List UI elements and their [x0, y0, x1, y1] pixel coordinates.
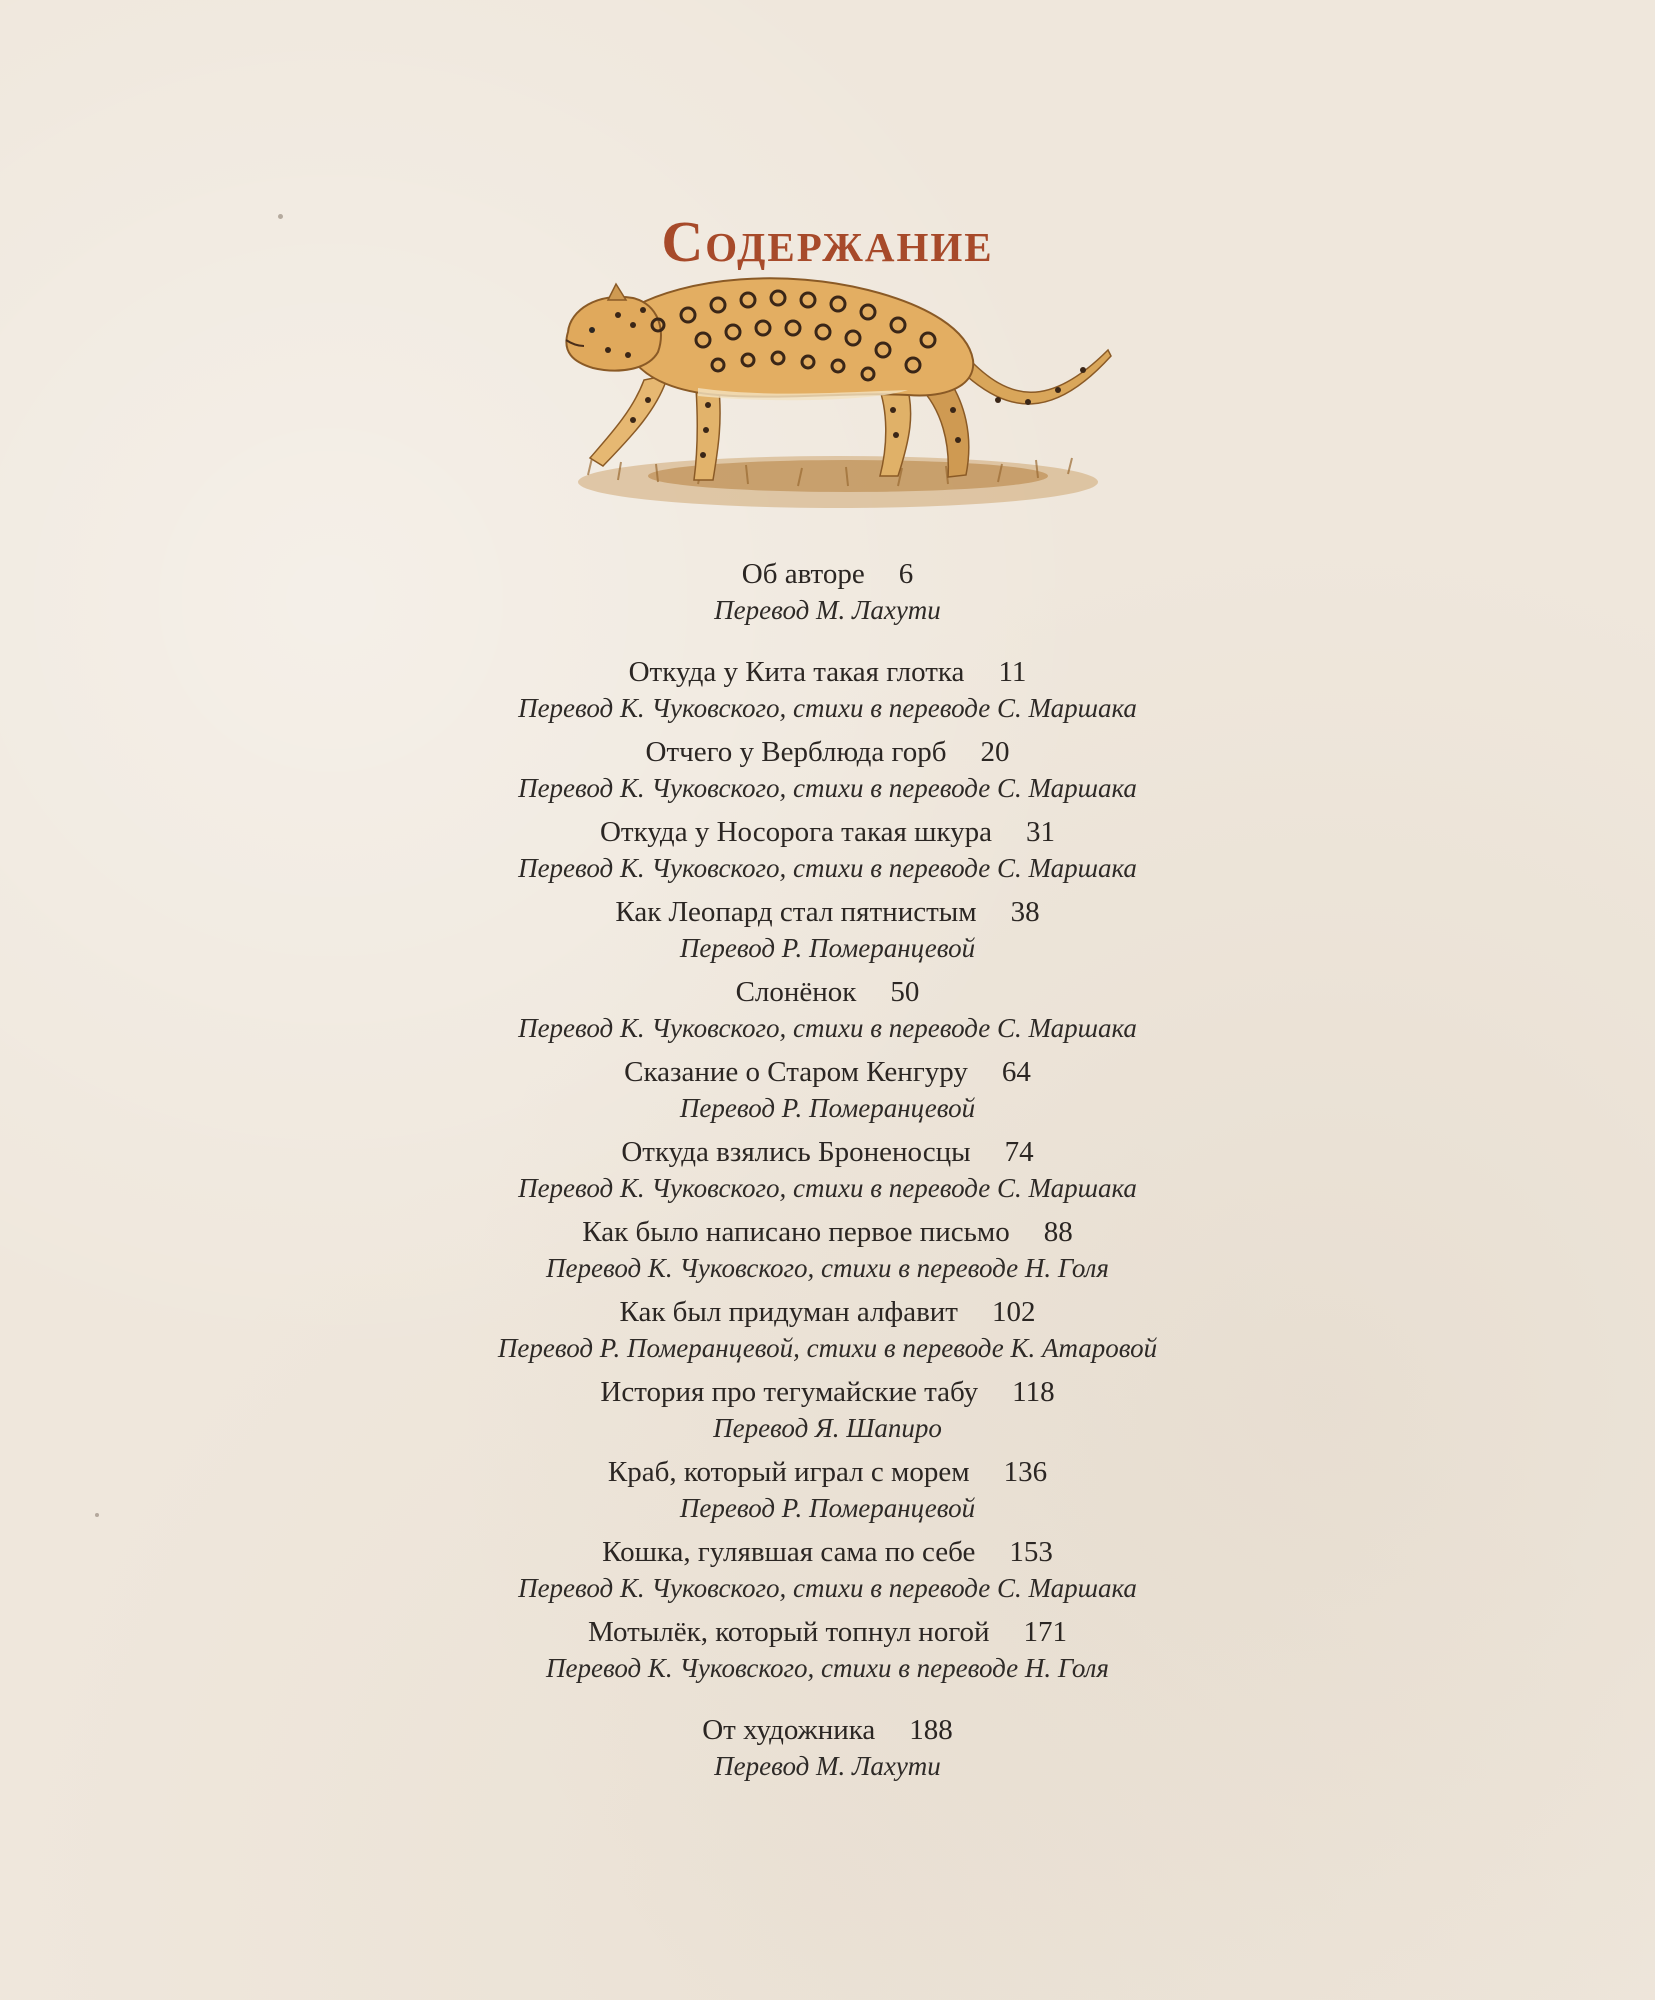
toc-entry-title: Мотылёк, который топнул ногой — [587, 1616, 990, 1648]
toc-entry-title: Сказание о Старом Кенгуру — [624, 1056, 968, 1088]
toc-entry-page: 171 — [1023, 1616, 1068, 1648]
toc-entry-page: 31 — [1026, 816, 1056, 848]
toc-entry-page: 153 — [1009, 1536, 1053, 1568]
toc-entry-page: 11 — [998, 656, 1027, 688]
toc-entry[interactable] — [0, 974, 1655, 1046]
toc-entry[interactable] — [0, 1614, 1655, 1686]
toc-entry[interactable] — [0, 556, 1655, 628]
toc-entry-heading — [0, 894, 1655, 930]
toc-entry-translator: Перевод М. Лахути — [714, 595, 941, 625]
toc-entry-title: Краб, который играл с морем — [607, 1456, 970, 1488]
toc-entry-heading — [0, 734, 1655, 770]
toc-entry-page: 102 — [991, 1296, 1036, 1328]
toc-entry-translator: Перевод К. Чуковского, стихи в переводе Н. Голя — [546, 1253, 1109, 1283]
toc-entry[interactable] — [0, 1214, 1655, 1286]
toc-entry-heading — [0, 1614, 1655, 1650]
toc-entry-page: 64 — [1001, 1056, 1031, 1088]
toc-entry-page: 50 — [890, 976, 920, 1008]
page-title: Содержание — [661, 208, 994, 274]
toc-entry[interactable] — [0, 1294, 1655, 1366]
toc-entry-title: Откуда взялись Броненосцы — [621, 1136, 971, 1168]
toc-entry[interactable] — [0, 814, 1655, 886]
toc-entry-title: Как был придуман алфавит — [619, 1296, 958, 1328]
toc-entry-translator: Перевод К. Чуковского, стихи в переводе С. Маршака — [518, 693, 1137, 723]
toc-entry[interactable] — [0, 1534, 1655, 1606]
toc-entry-translator: Перевод М. Лахути — [714, 1751, 941, 1781]
toc-entry-heading — [0, 654, 1655, 690]
leopard-illustration — [548, 270, 1118, 540]
ear — [608, 284, 626, 300]
toc-entry-page: 20 — [980, 736, 1010, 768]
toc-entry-page: 118 — [1012, 1376, 1055, 1408]
toc-entry-heading — [0, 1712, 1655, 1748]
head — [566, 297, 661, 371]
toc-entry-page: 136 — [1003, 1456, 1048, 1488]
toc-entry-title: Как было написано первое письмо — [582, 1216, 1010, 1248]
toc-entry-page: 88 — [1043, 1216, 1073, 1248]
toc-entry-page: 74 — [1004, 1136, 1034, 1168]
toc-entry[interactable] — [0, 734, 1655, 806]
toc-entry-translator: Перевод Я. Шапиро — [713, 1413, 942, 1443]
table-of-contents — [0, 556, 1655, 1784]
toc-entry-heading — [0, 1054, 1655, 1090]
toc-entry-translator: Перевод К. Чуковского, стихи в переводе Н. Голя — [546, 1653, 1109, 1683]
toc-entry-heading — [0, 1534, 1655, 1570]
toc-entry-title: Как Леопард стал пятнистым — [615, 896, 977, 928]
toc-entry-title: Об авторе — [741, 558, 865, 590]
eye — [589, 327, 595, 333]
toc-entry-page: 38 — [1010, 896, 1040, 928]
toc-entry-translator: Перевод Р. Померанцевой — [679, 1493, 976, 1523]
toc-entry-translator: Перевод Р. Померанцевой — [679, 933, 976, 963]
toc-entry-title: От художника — [702, 1714, 876, 1746]
toc-entry-page: 6 — [898, 558, 914, 590]
toc-entry-title: Слонёнок — [735, 976, 857, 1008]
toc-entry-title: История про тегумайские табу — [600, 1376, 979, 1408]
toc-entry[interactable] — [0, 1454, 1655, 1526]
toc-entry-translator: Перевод Р. Померанцевой — [679, 1093, 976, 1123]
toc-entry-translator: Перевод Р. Померанцевой, стихи в переводе К. Атаровой — [497, 1333, 1158, 1363]
toc-entry[interactable] — [0, 1374, 1655, 1446]
toc-entry-heading — [0, 1454, 1655, 1490]
toc-entry-heading — [0, 1294, 1655, 1330]
tail — [960, 350, 1111, 404]
toc-entry-heading — [0, 1134, 1655, 1170]
toc-entry-heading — [0, 556, 1655, 592]
toc-entry-translator: Перевод К. Чуковского, стихи в переводе С. Маршака — [518, 773, 1137, 803]
toc-entry-translator: Перевод К. Чуковского, стихи в переводе С. Маршака — [518, 1013, 1137, 1043]
toc-entry-translator: Перевод К. Чуковского, стихи в переводе С. Маршака — [518, 1173, 1137, 1203]
toc-entry-title: Откуда у Кита такая глотка — [628, 656, 965, 688]
toc-entry-title: Откуда у Носорога такая шкура — [599, 816, 993, 848]
toc-entry[interactable] — [0, 1054, 1655, 1126]
toc-entry-translator: Перевод К. Чуковского, стихи в переводе С. Маршака — [518, 1573, 1137, 1603]
toc-entry-heading — [0, 1214, 1655, 1250]
toc-entry-translator: Перевод К. Чуковского, стихи в переводе С. Маршака — [518, 853, 1137, 883]
toc-entry-page: 188 — [909, 1714, 953, 1746]
toc-entry[interactable] — [0, 894, 1655, 966]
toc-entry[interactable] — [0, 654, 1655, 726]
toc-entry-title: Кошка, гулявшая сама по себе — [602, 1536, 976, 1568]
toc-entry-title: Отчего у Верблюда горб — [645, 736, 947, 768]
toc-entry-heading — [0, 1374, 1655, 1410]
toc-entry-heading — [0, 974, 1655, 1010]
front-leg-front — [590, 375, 668, 466]
toc-entry[interactable] — [0, 1134, 1655, 1206]
toc-entry-heading — [0, 814, 1655, 850]
toc-entry[interactable] — [0, 1712, 1655, 1784]
